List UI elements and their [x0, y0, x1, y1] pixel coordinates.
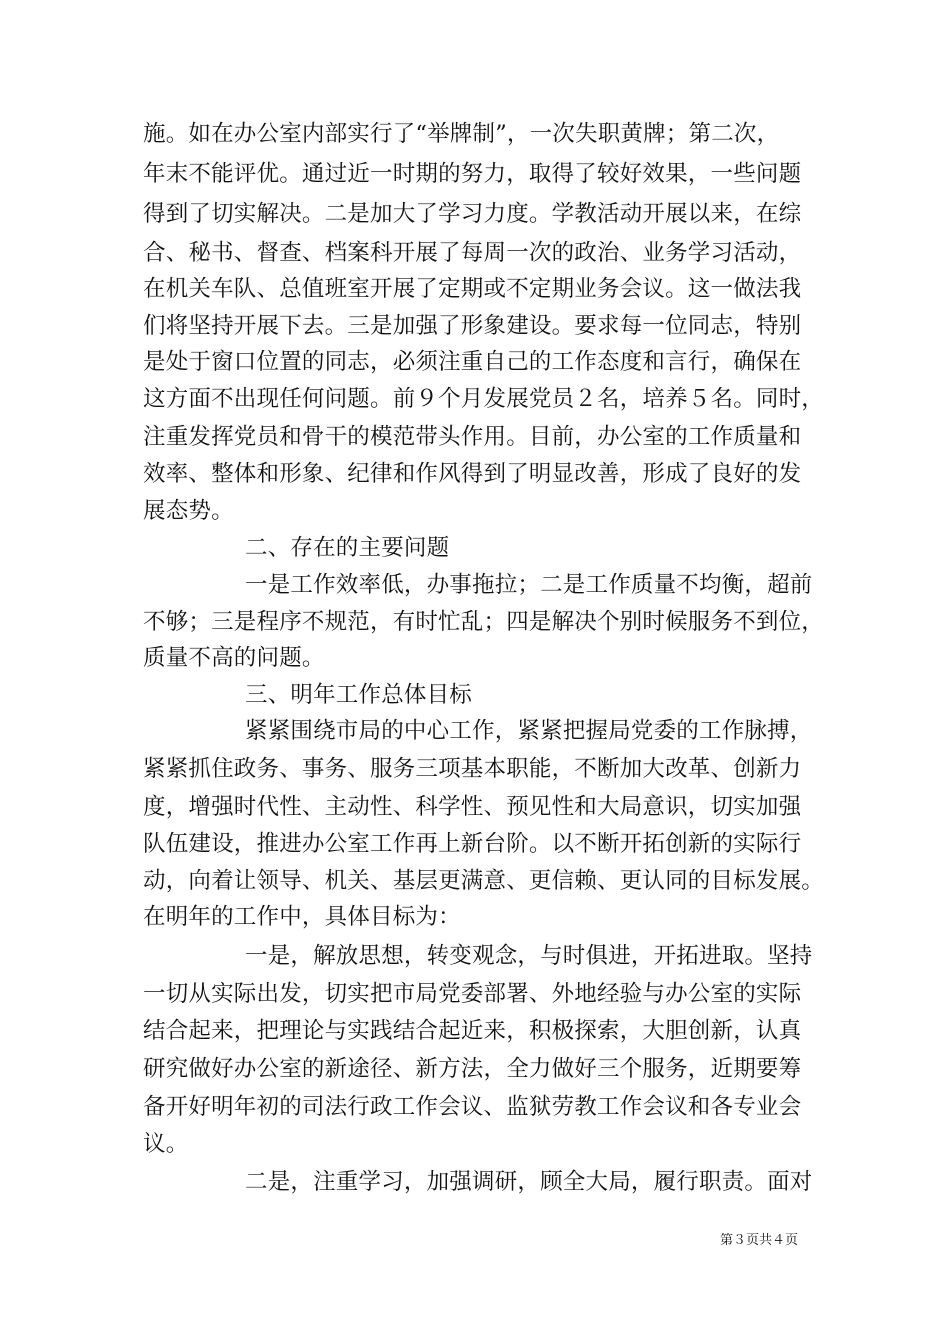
body-line: 紧紧抓住政务、事务、服务三项基本职能，不断加大改革、创新力 [143, 756, 802, 782]
body-line: 年末不能评优。通过近一时期的努力，取得了较好效果，一些问题 [143, 161, 802, 187]
page-number-footer: 第３页共４页 [720, 1233, 799, 1248]
section-heading: 三、明年工作总体目标 [245, 682, 473, 708]
body-line: 这方面不出现任何问题。前９个月发展党员２名，培养５名。同时， [143, 386, 825, 412]
body-line: 队伍建设，推进办公室工作再上新台阶。以不断开拓创新的实际行 [143, 831, 802, 857]
body-line: 质量不高的问题。 [143, 645, 325, 671]
body-line: 一是工作效率低，办事拖拉；二是工作质量不均衡，超前 [245, 572, 813, 598]
body-line: 研究做好办公室的新途径、新方法，全力做好三个服务，近期要筹 [143, 1056, 802, 1082]
body-line: 紧紧围绕市局的中心工作，紧紧把握局党委的工作脉搏， [245, 718, 813, 744]
body-line: 动，向着让领导、机关、基层更满意、更信赖、更认同的目标发展。 [143, 868, 825, 894]
body-line: 施。如在办公室内部实行了“举牌制”，一次失职黄牌；第二次， [143, 121, 780, 147]
body-line: 在明年的工作中，具体目标为： [143, 904, 461, 930]
body-line: 一是，解放思想，转变观念，与时俱进，开拓进取。坚持 [245, 943, 813, 969]
body-line: 一切从实际出发，切实把市局党委部署、外地经验与办公室的实际 [143, 981, 802, 1007]
body-line: 在机关车队、总值班室开展了定期或不定期业务会议。这一做法我 [143, 276, 802, 302]
body-line: 不够；三是程序不规范，有时忙乱；四是解决个别时候服务不到位， [143, 609, 825, 635]
body-line: 效率、整体和形象、纪律和作风得到了明显改善，形成了良好的发 [143, 461, 802, 487]
section-heading: 二、存在的主要问题 [245, 535, 450, 561]
body-line: 注重发挥党员和骨干的模范带头作用。目前，办公室的工作质量和 [143, 424, 802, 450]
body-line: 二是，注重学习，加强调研，顾全大局，履行职责。面对 [245, 1169, 813, 1195]
body-line: 是处于窗口位置的同志，必须注重自己的工作态度和言行，确保在 [143, 349, 802, 375]
body-line: 备开好明年初的司法行政工作会议、监狱劳教工作会议和各专业会 [143, 1094, 802, 1120]
body-line: 得到了切实解决。二是加大了学习力度。学教活动开展以来，在综 [143, 201, 802, 227]
body-line: 议。 [143, 1131, 189, 1157]
body-line: 合、秘书、督查、档案科开展了每周一次的政治、业务学习活动， [143, 240, 802, 266]
body-line: 展态势。 [143, 498, 234, 524]
body-line: 结合起来，把理论与实践结合起近来，积极探索，大胆创新，认真 [143, 1018, 802, 1044]
body-line: 度，增强时代性、主动性、科学性、预见性和大局意识，切实加强 [143, 794, 802, 820]
body-line: 们将坚持开展下去。三是加强了形象建设。要求每一位同志，特别 [143, 313, 802, 339]
